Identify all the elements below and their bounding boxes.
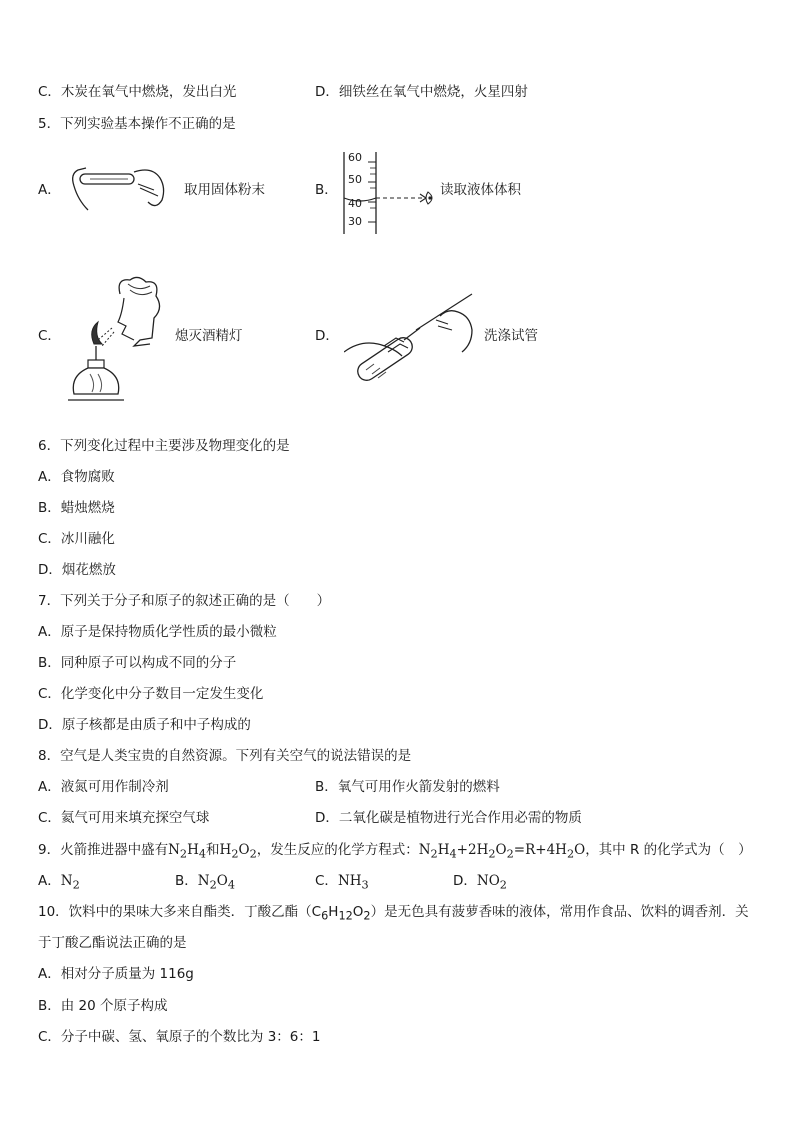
q8-stem: 8．空气是人类宝贵的自然资源。下列有关空气的说法错误的是 <box>38 748 412 764</box>
q5-option-c-letter: C． <box>38 328 61 344</box>
cylinder-tick-40: 40 <box>348 197 362 210</box>
q9-equation: $N_2H_4+2H_2O_2=R+4H_2O$ <box>418 842 586 861</box>
q5-option-a-letter: A． <box>38 182 61 198</box>
q10-option-a: A．相对分子质量为 116g <box>38 966 194 982</box>
q10-option-b: B．由 20 个原子构成 <box>38 998 168 1014</box>
q6-option-b: B．蜡烛燃烧 <box>38 500 115 516</box>
test-tube-washing-illustration <box>344 290 480 396</box>
cylinder-tick-30: 30 <box>348 215 362 228</box>
q5-option-d-letter: D． <box>315 328 339 344</box>
q6-stem: 6．下列变化过程中主要涉及物理变化的是 <box>38 438 290 454</box>
q9-option-d: D．$NO_2$ <box>453 873 507 892</box>
q4-option-c: C．木炭在氧气中燃烧，发出白光 <box>38 84 237 100</box>
q7-stem: 7．下列关于分子和原子的叙述正确的是（ ） <box>38 593 331 609</box>
q5-option-a-caption: 取用固体粉末 <box>184 182 265 198</box>
graduated-cylinder-illustration <box>338 152 438 236</box>
q9-option-b: B．$N_2O_4$ <box>175 873 235 892</box>
q8-option-c: C．氦气可用来填充探空气球 <box>38 810 210 826</box>
q9-option-c: C．$NH_3$ <box>315 873 369 892</box>
q5-option-b-letter: B． <box>315 182 338 198</box>
q6-option-d: D．烟花燃放 <box>38 562 116 578</box>
q7-option-c: C．化学变化中分子数目一定发生变化 <box>38 686 264 702</box>
q6-option-c: C．冰川融化 <box>38 531 115 547</box>
q8-option-d: D．二氧化碳是植物进行光合作用必需的物质 <box>315 810 582 826</box>
q5-stem: 5．下列实验基本操作不正确的是 <box>38 116 236 132</box>
q10-option-c: C．分子中碳、氢、氧原子的个数比为 3：6：1 <box>38 1029 321 1045</box>
q7-option-b: B．同种原子可以构成不同的分子 <box>38 655 237 671</box>
q10-stem-line2: 于丁酸乙酯说法正确的是 <box>38 935 187 951</box>
q7-option-d: D．原子核都是由质子和中子构成的 <box>38 717 251 733</box>
cylinder-tick-60: 60 <box>348 151 362 164</box>
test-tube-powder-illustration <box>68 160 172 216</box>
q9-stem: 9．火箭推进器中盛有$N_2H_4$和$H_2O_2$，发生反应的化学方程式：$N_2H_4+2H_2O_2=R+4H_2O$，其中 R 的化学式为（ ） <box>38 842 752 861</box>
q8-option-b: B．氧气可用作火箭发射的燃料 <box>315 779 500 795</box>
q8-option-a: A．液氮可用作制冷剂 <box>38 779 169 795</box>
q5-option-d-caption: 洗涤试管 <box>484 328 538 344</box>
q5-option-c-caption: 熄灭酒精灯 <box>175 328 243 344</box>
q10-stem-line1: 10．饮料中的果味大多来自酯类．丁酸乙酯$(C_6H_{12}O_2)$是无色具有菠萝香味的液体，常用作食品、饮料的调香剂．关 <box>38 904 749 923</box>
alcohol-lamp-blowing-illustration <box>68 274 168 412</box>
q7-option-a: A．原子是保持物质化学性质的最小微粒 <box>38 624 277 640</box>
q4-option-d: D．细铁丝在氧气中燃烧，火星四射 <box>315 84 528 100</box>
q6-option-a: A．食物腐败 <box>38 469 115 485</box>
q5-option-b-caption: 读取液体体积 <box>440 182 521 198</box>
q9-option-a: A．$N_2$ <box>38 873 80 892</box>
cylinder-tick-50: 50 <box>348 173 362 186</box>
